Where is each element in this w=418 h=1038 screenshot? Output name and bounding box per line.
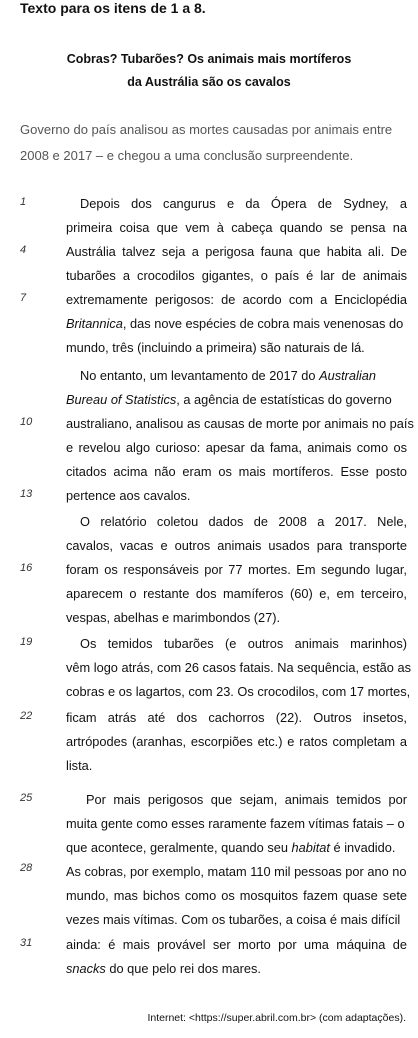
body-line: ficam atrás até dos cachorros (22). Outros insetos,	[66, 710, 407, 725]
line-number: 7	[20, 292, 27, 304]
body-text: , a agência de estatísticas do governo	[176, 392, 392, 407]
body-line: Austrália talvez seja a perigosa fauna que habita ali. De	[66, 244, 407, 259]
body-line: O relatório coletou dados de 2008 a 2017. Nele,	[80, 514, 407, 529]
italic-term: habitat	[291, 840, 330, 855]
article-title-line-2: da Austrália são os cavalos	[127, 75, 291, 89]
body-line	[66, 316, 407, 332]
article-title-line-1: Cobras? Tubarões? Os animais mais mortíferos	[66, 52, 352, 66]
section-heading: Texto para os itens de 1 a 8.	[20, 0, 206, 16]
body-line: lista.	[66, 758, 93, 773]
body-line: tubarões a crocodilos gigantes, o país é lar de animais	[66, 268, 407, 283]
body-line: As cobras, por exemplo, matam 110 mil pessoas por ano no	[66, 864, 407, 879]
italic-term: Australian	[319, 368, 376, 383]
line-number: 1	[20, 196, 27, 208]
source-citation: Internet: <https://super.abril.com.br> (com adaptações).	[147, 1012, 406, 1024]
body-line: extremamente perigosos: de acordo com a Enciclopédia	[66, 292, 407, 307]
line-number: 13	[20, 488, 33, 500]
body-line: Os temidos tubarões (e outros animais marinhos)	[80, 636, 407, 651]
body-line: pertence aos cavalos.	[66, 488, 191, 503]
body-line	[66, 840, 407, 856]
line-number: 25	[20, 792, 33, 804]
body-line: vezes mais vítimas. Com os tubarões, a coisa é mais difícil	[66, 912, 401, 927]
body-line: mundo, três (incluindo a primeira) são naturais de lá.	[66, 340, 365, 355]
italic-term: snacks	[66, 961, 106, 976]
body-line: ainda: é mais provável ser morto por uma máquina de	[66, 937, 407, 952]
line-number: 31	[20, 937, 33, 949]
body-text: No entanto, um levantamento de 2017 do	[80, 368, 316, 383]
body-line: cobras e os lagartos, com 23. Os crocodilos, com 17 mortes,	[66, 684, 411, 699]
body-line	[80, 368, 407, 384]
body-line: cavalos, vacas e outros animais usados para transporte	[66, 538, 407, 553]
line-number: 10	[20, 416, 33, 428]
body-text: do que pelo rei dos mares.	[109, 961, 261, 976]
body-line	[66, 392, 407, 408]
article-subtitle-line-2: 2008 e 2017 – e chegou a uma conclusão surpreendente.	[20, 148, 354, 163]
italic-term: Bureau of Statistics	[66, 392, 177, 407]
line-number: 28	[20, 862, 33, 874]
body-line: vespas, abelhas e marimbondos (27).	[66, 610, 281, 625]
body-line: foram os responsáveis por 77 mortes. Em segundo lugar,	[66, 562, 407, 577]
body-line: aparecem o restante dos mamíferos (60) e, em terceiro,	[66, 586, 407, 601]
body-line: mundo, mas bichos como os mosquitos fazem quase sete	[66, 888, 407, 903]
body-line: Depois dos cangurus e da Ópera de Sydney, a	[80, 196, 407, 211]
line-number: 19	[20, 636, 33, 648]
body-line: artrópodes (aranhas, escorpiões etc.) e ratos completam a	[66, 734, 407, 749]
body-line: primeira coisa que vem à cabeça quando se pensa na	[66, 220, 407, 235]
body-line: muita gente como esses raramente fazem vítimas fatais – o	[66, 816, 405, 831]
body-line	[66, 961, 407, 977]
body-line: australiano, analisou as causas de morte por animais no país	[66, 416, 414, 431]
line-number: 22	[20, 710, 33, 722]
body-text: que acontece, geralmente, quando seu	[66, 840, 288, 855]
body-text: é invadido.	[333, 840, 396, 855]
body-line: citados acima não eram os mais mortíferos. Esse posto	[66, 464, 407, 479]
body-line: vêm logo atrás, com 26 casos fatais. Na sequência, estão as	[66, 660, 411, 675]
body-line: e revelou algo curioso: apesar da fama, animais como os	[66, 440, 407, 455]
line-number: 16	[20, 562, 33, 574]
article-subtitle-line-1: Governo do país analisou as mortes causadas por animais entre	[20, 122, 393, 137]
body-line: Por mais perigosos que sejam, animais temidos por	[86, 792, 407, 807]
italic-term: Britannica	[66, 316, 123, 331]
line-number: 4	[20, 244, 27, 256]
body-text: , das nove espécies de cobra mais venenosas do	[122, 316, 404, 331]
